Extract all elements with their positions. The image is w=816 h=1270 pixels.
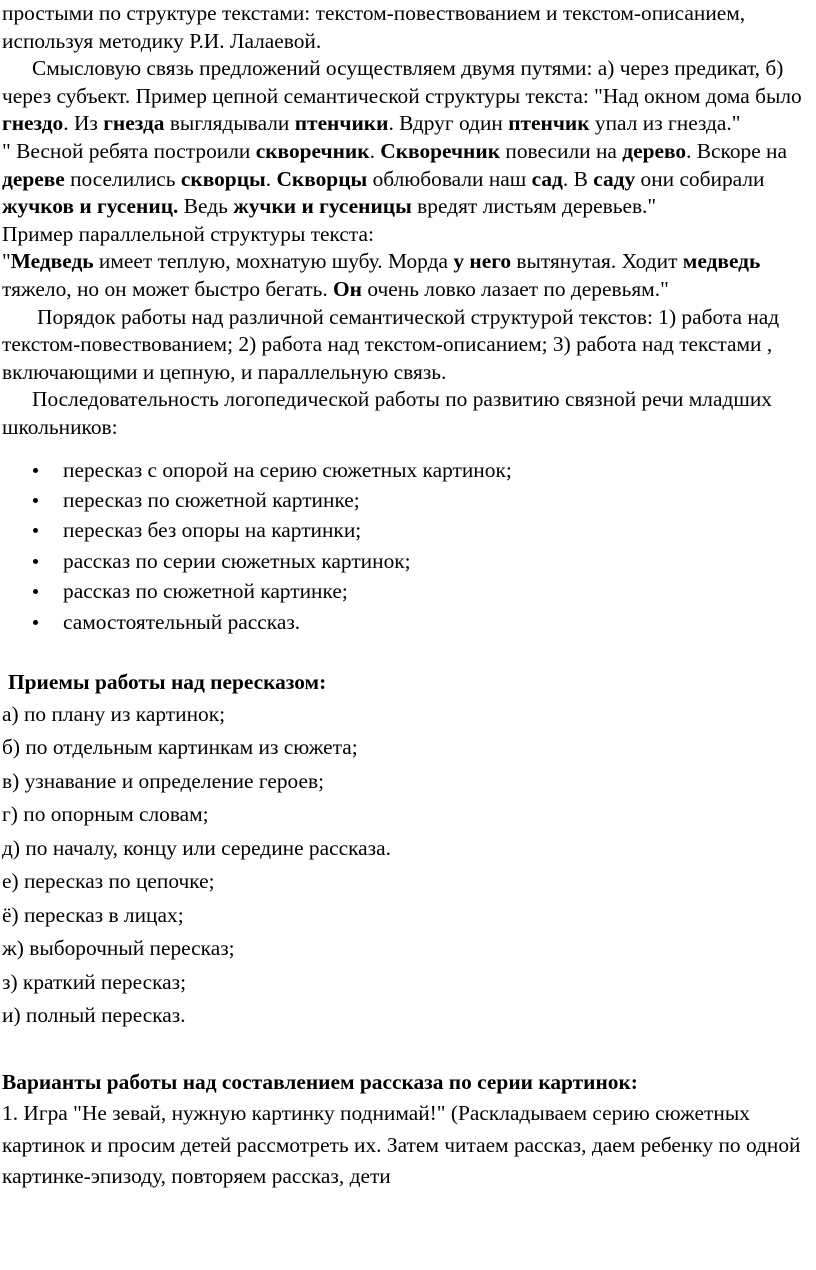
text-run: Последовательность логопедической работы по развитию связной речи младших школьников: bbox=[2, 387, 772, 439]
text-run: облюбовали наш bbox=[367, 166, 532, 191]
text-run: очень ловко лазает по деревьям." bbox=[362, 276, 669, 301]
text-run: тяжело, но он может быстро бегать. bbox=[2, 276, 334, 301]
text-run: повесили на bbox=[500, 138, 623, 163]
list-item: пересказ без опоры на картинки; bbox=[0, 515, 816, 545]
bold-keyword: птенчики bbox=[294, 111, 389, 136]
text-run: Ведь bbox=[178, 194, 234, 219]
paragraph-sequence bbox=[0, 386, 816, 441]
text-run: . Вскоре на bbox=[686, 138, 787, 163]
text-run: выглядывали bbox=[164, 111, 295, 136]
text-run: Порядок работы над различной семантической структурой текстов: 1) работа над текстом-повествованием; 2) работа над текстом-описанием; 3) работа над текстами , включающими и цепную, и параллельную связь. bbox=[2, 304, 780, 384]
text-run: . В bbox=[562, 166, 594, 191]
paragraph-work-order bbox=[0, 304, 816, 387]
text-run: вредят листьям деревьев." bbox=[411, 194, 657, 219]
text-run: они собирали bbox=[635, 166, 765, 191]
text-run: вытянутая. Ходит bbox=[511, 249, 683, 274]
bold-keyword: дерево bbox=[622, 138, 687, 163]
bold-keyword: Он bbox=[333, 276, 363, 301]
paragraph-spring-example bbox=[0, 138, 816, 221]
bold-keyword: жучки и гусеницы bbox=[233, 194, 412, 219]
list-item: пересказ с опорой на серию сюжетных картинок; bbox=[0, 455, 816, 485]
bold-keyword: у него bbox=[453, 249, 512, 274]
text-run: " bbox=[2, 249, 11, 274]
section-title-retelling: Приемы работы над пересказом: bbox=[8, 669, 327, 694]
paragraph-semantic-links bbox=[0, 55, 816, 138]
bold-keyword: сад bbox=[531, 166, 563, 191]
text-run: . bbox=[265, 166, 277, 191]
list-item: г) по опорным словам; bbox=[2, 802, 209, 827]
paragraph-intro bbox=[0, 0, 816, 55]
paragraph-bear-example bbox=[0, 248, 816, 303]
list-item: д) по началу, концу или середине рассказа. bbox=[2, 835, 391, 860]
bold-keyword: скворцы bbox=[180, 166, 266, 191]
text-run: . Из bbox=[63, 111, 104, 136]
list-item: рассказ по серии сюжетных картинок; bbox=[0, 546, 816, 576]
list-item: ё) пересказ в лицах; bbox=[2, 902, 184, 927]
list-item: пересказ по сюжетной картинке; bbox=[0, 485, 816, 515]
section-title-variants: Варианты работы над составлением рассказа по серии картинок: bbox=[2, 1069, 638, 1094]
bold-keyword: Медведь bbox=[10, 249, 94, 274]
bold-keyword: саду bbox=[593, 166, 636, 191]
text-run: Смысловую связь предложений осуществляем двумя путями: а) через предикат, б) через субъект. Пример цепной семантической структуры текста: "Над окном дома было bbox=[2, 56, 802, 108]
list-item: самостоятельный рассказ. bbox=[0, 607, 816, 637]
bold-keyword: гнездо bbox=[2, 111, 64, 136]
bullet-list bbox=[0, 455, 816, 637]
list-item: в) узнавание и определение героев; bbox=[2, 768, 325, 793]
list-item: рассказ по сюжетной картинке; bbox=[0, 576, 816, 606]
bold-keyword: Скворечник bbox=[380, 138, 501, 163]
paragraph-parallel-label bbox=[0, 221, 816, 249]
text-run: простыми по структуре текстами: текстом-повествованием и текстом-описанием, используя методику Р.И. Лалаевой. bbox=[2, 1, 746, 53]
text-run: поселились bbox=[64, 166, 181, 191]
text-run: . bbox=[369, 138, 381, 163]
bold-keyword: скворечник bbox=[255, 138, 370, 163]
bold-keyword: медведь bbox=[682, 249, 761, 274]
bold-keyword: гнезда bbox=[103, 111, 165, 136]
list-item: и) полный пересказ. bbox=[2, 1003, 186, 1028]
list-item: е) пересказ по цепочке; bbox=[2, 869, 215, 894]
list-item: а) по плану из картинок; bbox=[2, 701, 226, 726]
retelling-list bbox=[0, 698, 816, 1033]
text-run: . Вдруг один bbox=[388, 111, 509, 136]
bold-keyword: Скворцы bbox=[276, 166, 368, 191]
list-item: б) по отдельным картинкам из сюжета; bbox=[2, 735, 358, 760]
text-run: имеет теплую, мохнатую шубу. Морда bbox=[93, 249, 454, 274]
list-item: з) краткий пересказ; bbox=[2, 969, 187, 994]
text-run: Пример параллельной структуры текста: bbox=[2, 221, 374, 246]
text-run: " Весной ребята построили bbox=[2, 138, 256, 163]
list-item: ж) выборочный пересказ; bbox=[2, 936, 235, 961]
text-run: упал из гнезда." bbox=[589, 111, 741, 136]
paragraph-variant-1: 1. Игра "Не зевай, нужную картинку поднимай!" (Раскладываем серию сюжетных картинок и просим детей рассмотреть их. Затем читаем рассказ, даем ребенку по одной картинке-эпизоду, повторяем рассказ, дети bbox=[2, 1101, 801, 1189]
bold-keyword: жучков и гусениц. bbox=[2, 194, 179, 219]
bold-keyword: дереве bbox=[2, 166, 65, 191]
bold-keyword: птенчик bbox=[508, 111, 590, 136]
